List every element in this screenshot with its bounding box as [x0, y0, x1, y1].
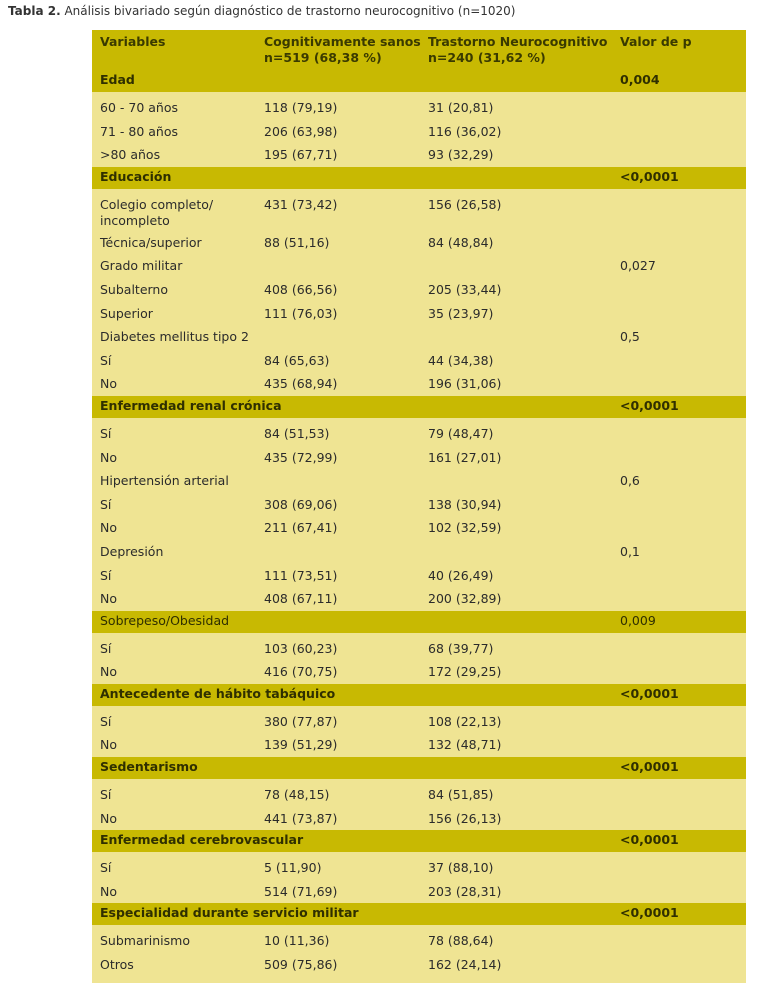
row-label-text: No [100, 810, 117, 826]
header-neurocognitive-disorder-title: Trastorno Neurocognitivo [428, 34, 608, 49]
row-label-text: Sí [100, 425, 112, 441]
table-row [92, 254, 746, 278]
row-label [100, 787, 111, 803]
row-label [100, 933, 190, 949]
table-row [92, 469, 746, 493]
row-label [100, 306, 153, 322]
table-row [92, 540, 746, 564]
row-label-text: Sí [100, 640, 112, 656]
p-value: 0,6 [620, 473, 640, 489]
row-label-text: Enfermedad cerebrovascular [100, 832, 304, 848]
cognitively-healthy-value: 88 (51,16) [264, 234, 330, 250]
row-label [100, 147, 160, 163]
cognitively-healthy-value: 416 (70,75) [264, 664, 338, 680]
section-row [92, 70, 746, 92]
neurocognitive-disorder-value: 68 (39,77) [428, 640, 494, 656]
section-row [92, 396, 746, 418]
row-label-text: Subalterno [100, 281, 169, 297]
row-label-text: Técnica/superior [100, 234, 202, 250]
row-label [100, 398, 282, 414]
cognitively-healthy-value: 103 (60,23) [264, 640, 338, 656]
neurocognitive-disorder-value: 172 (29,25) [428, 664, 502, 680]
row-label-text: Diabetes mellitus tipo 2 [100, 329, 249, 345]
section-row [92, 830, 746, 852]
table-row [92, 587, 746, 611]
row-label [100, 497, 111, 513]
p-value: 0,027 [620, 258, 656, 274]
table-row [92, 953, 746, 977]
row-label [100, 905, 359, 921]
p-value: <0,0001 [620, 168, 679, 184]
section-row [92, 611, 746, 633]
row-label-text: No [100, 376, 117, 392]
neurocognitive-disorder-value: 44 (34,38) [428, 352, 494, 368]
cognitively-healthy-value: 195 (67,71) [264, 147, 338, 163]
row-label [100, 100, 178, 116]
row-label [100, 282, 168, 298]
table-row [92, 637, 746, 661]
row-label [100, 473, 229, 489]
cognitively-healthy-value: 308 (69,06) [264, 496, 338, 512]
row-label-text: No [100, 664, 117, 680]
cognitively-healthy-value: 408 (67,11) [264, 591, 338, 607]
neurocognitive-disorder-value: 205 (33,44) [428, 281, 502, 297]
table-bottom-padding [92, 977, 746, 983]
neurocognitive-disorder-value: 93 (32,29) [428, 147, 494, 163]
header-variables: Variables [100, 34, 166, 49]
neurocognitive-disorder-value: 156 (26,13) [428, 810, 502, 826]
neurocognitive-disorder-value: 116 (36,02) [428, 123, 502, 139]
row-label-text: Sí [100, 787, 112, 803]
neurocognitive-disorder-value: 84 (51,85) [428, 787, 494, 803]
header-cognitively-healthy-title: Cognitivamente sanos [264, 34, 421, 49]
table-row [92, 856, 746, 880]
neurocognitive-disorder-value: 132 (48,71) [428, 737, 502, 753]
row-label [100, 737, 117, 753]
row-label [100, 235, 202, 251]
row-label [100, 860, 111, 876]
row-label [100, 124, 178, 140]
cognitively-healthy-value: 111 (76,03) [264, 305, 338, 321]
p-value: <0,0001 [620, 397, 679, 413]
row-label-text: Sí [100, 860, 112, 876]
cognitively-healthy-value: 111 (73,51) [264, 567, 338, 583]
row-label-text: No [100, 520, 117, 536]
table-row [92, 493, 746, 517]
row-label [100, 376, 117, 392]
cognitively-healthy-value: 431 (73,42) [264, 196, 338, 212]
neurocognitive-disorder-value: 31 (20,81) [428, 100, 494, 115]
neurocognitive-disorder-value: 84 (48,84) [428, 234, 494, 250]
row-label-text-continued: incompleto [100, 212, 170, 228]
table-row [92, 325, 746, 349]
p-value: <0,0001 [620, 759, 679, 775]
neurocognitive-disorder-value: 161 (27,01) [428, 449, 502, 465]
row-label [100, 884, 117, 900]
table-row [92, 710, 746, 734]
row-label [100, 520, 117, 536]
row-label [100, 686, 335, 702]
table-row [92, 143, 746, 167]
row-label-text: Sedentarismo [100, 759, 198, 775]
row-label [100, 641, 111, 657]
row-label-text: Antecedente de hábito tabáquico [100, 685, 336, 701]
cognitively-healthy-value: 380 (77,87) [264, 713, 338, 729]
row-label [100, 759, 198, 775]
row-label-text: >80 años [100, 147, 161, 163]
row-label-text: Superior [100, 305, 153, 321]
cognitively-healthy-value: 84 (51,53) [264, 425, 330, 441]
neurocognitive-disorder-value: 203 (28,31) [428, 883, 502, 899]
row-label [100, 426, 111, 442]
row-label-text: No [100, 737, 117, 753]
p-value: 0,5 [620, 329, 640, 345]
row-label-text: Sobrepeso/Obesidad [100, 612, 230, 628]
row-label-text: Grado militar [100, 258, 183, 274]
row-label [100, 613, 229, 629]
row-label [100, 72, 135, 88]
section-row [92, 757, 746, 779]
cognitively-healthy-value: 78 (48,15) [264, 787, 330, 803]
p-value: <0,0001 [620, 685, 679, 701]
row-label-text: Depresión [100, 543, 164, 559]
row-label [100, 329, 249, 345]
row-label [100, 957, 134, 973]
row-label-text: Especialidad durante servicio militar [100, 905, 359, 921]
row-label-text: 71 - 80 años [100, 123, 178, 139]
cognitively-healthy-value: 408 (66,56) [264, 281, 338, 297]
row-label [100, 353, 111, 369]
caption-text: Análisis bivariado según diagnóstico de trastorno neurocognitivo (n=1020) [60, 4, 516, 18]
table-row [92, 193, 746, 231]
row-label-text: Sí [100, 567, 112, 583]
row-label-text: Hipertensión arterial [100, 473, 229, 489]
p-value: <0,0001 [620, 905, 679, 921]
row-label [100, 568, 111, 584]
row-label [100, 450, 117, 466]
row-label-text: Educación [100, 168, 172, 184]
header-neurocognitive-disorder [428, 34, 607, 66]
row-label [100, 714, 111, 730]
table-row [92, 660, 746, 684]
table-header [92, 30, 746, 70]
row-label-text: Enfermedad renal crónica [100, 397, 282, 413]
row-label [100, 258, 182, 274]
row-label-text: 60 - 70 años [100, 100, 178, 115]
row-label [100, 832, 303, 848]
p-value: 0,1 [620, 543, 640, 559]
neurocognitive-disorder-value: 37 (88,10) [428, 860, 494, 876]
row-label-text: Sí [100, 352, 112, 368]
table-row [92, 733, 746, 757]
row-label-text: Otros [100, 957, 134, 973]
neurocognitive-disorder-value: 162 (24,14) [428, 957, 502, 973]
cognitively-healthy-value: 435 (72,99) [264, 449, 338, 465]
section-row [92, 167, 746, 189]
cognitively-healthy-value: 211 (67,41) [264, 520, 338, 536]
cognitively-healthy-value: 10 (11,36) [264, 933, 330, 949]
row-label-text: Sí [100, 496, 112, 512]
cognitively-healthy-value: 514 (71,69) [264, 883, 338, 899]
header-p-value: Valor de p [620, 34, 692, 49]
neurocognitive-disorder-value: 156 (26,58) [428, 196, 502, 212]
neurocognitive-disorder-value: 196 (31,06) [428, 376, 502, 392]
row-label-text: Submarinismo [100, 933, 190, 949]
cognitively-healthy-value: 441 (73,87) [264, 810, 338, 826]
row-label [100, 197, 213, 229]
cognitively-healthy-value: 84 (65,63) [264, 352, 330, 368]
table-body [92, 70, 746, 983]
row-label-text: No [100, 449, 117, 465]
table-row [92, 807, 746, 831]
row-label [100, 664, 117, 680]
cognitively-healthy-value: 509 (75,86) [264, 957, 338, 973]
table-row [92, 929, 746, 953]
table-caption [8, 4, 515, 18]
table-row [92, 349, 746, 373]
table-row [92, 278, 746, 302]
row-label [100, 591, 117, 607]
p-value: 0,009 [620, 612, 656, 628]
table-row [92, 422, 746, 446]
row-label [100, 544, 163, 560]
neurocognitive-disorder-value: 200 (32,89) [428, 591, 502, 607]
cognitively-healthy-value: 5 (11,90) [264, 860, 322, 876]
neurocognitive-disorder-value: 138 (30,94) [428, 496, 502, 512]
neurocognitive-disorder-value: 102 (32,59) [428, 520, 502, 536]
row-label-text: No [100, 591, 117, 607]
neurocognitive-disorder-value: 79 (48,47) [428, 425, 494, 441]
neurocognitive-disorder-value: 35 (23,97) [428, 305, 494, 321]
table-row [92, 302, 746, 326]
table-row [92, 446, 746, 470]
cognitively-healthy-value: 118 (79,19) [264, 100, 338, 115]
row-label-text: Edad [100, 72, 135, 87]
neurocognitive-disorder-value: 108 (22,13) [428, 713, 502, 729]
p-value: <0,0001 [620, 832, 679, 848]
results-table [92, 30, 746, 983]
header-neurocognitive-disorder-n: n=240 (31,62 %) [428, 50, 546, 65]
caption-label: Tabla 2. [8, 4, 61, 18]
neurocognitive-disorder-value: 78 (88,64) [428, 933, 494, 949]
header-cognitively-healthy-n: n=519 (68,38 %) [264, 50, 382, 65]
table-row [92, 564, 746, 588]
table-row [92, 372, 746, 396]
table-row [92, 516, 746, 540]
section-row [92, 684, 746, 706]
row-label-text: No [100, 883, 117, 899]
cognitively-healthy-value: 206 (63,98) [264, 123, 338, 139]
row-label [100, 169, 171, 185]
table-row [92, 231, 746, 255]
table-row [92, 880, 746, 904]
row-label-text: Colegio completo/ [100, 196, 214, 212]
row-label-text: Sí [100, 713, 112, 729]
table-row [92, 783, 746, 807]
table-row [92, 96, 746, 120]
cognitively-healthy-value: 435 (68,94) [264, 376, 338, 392]
neurocognitive-disorder-value: 40 (26,49) [428, 567, 494, 583]
table-row [92, 120, 746, 144]
header-cognitively-healthy [264, 34, 421, 66]
row-label [100, 811, 117, 827]
p-value: 0,004 [620, 72, 660, 87]
cognitively-healthy-value: 139 (51,29) [264, 737, 338, 753]
section-row [92, 903, 746, 925]
